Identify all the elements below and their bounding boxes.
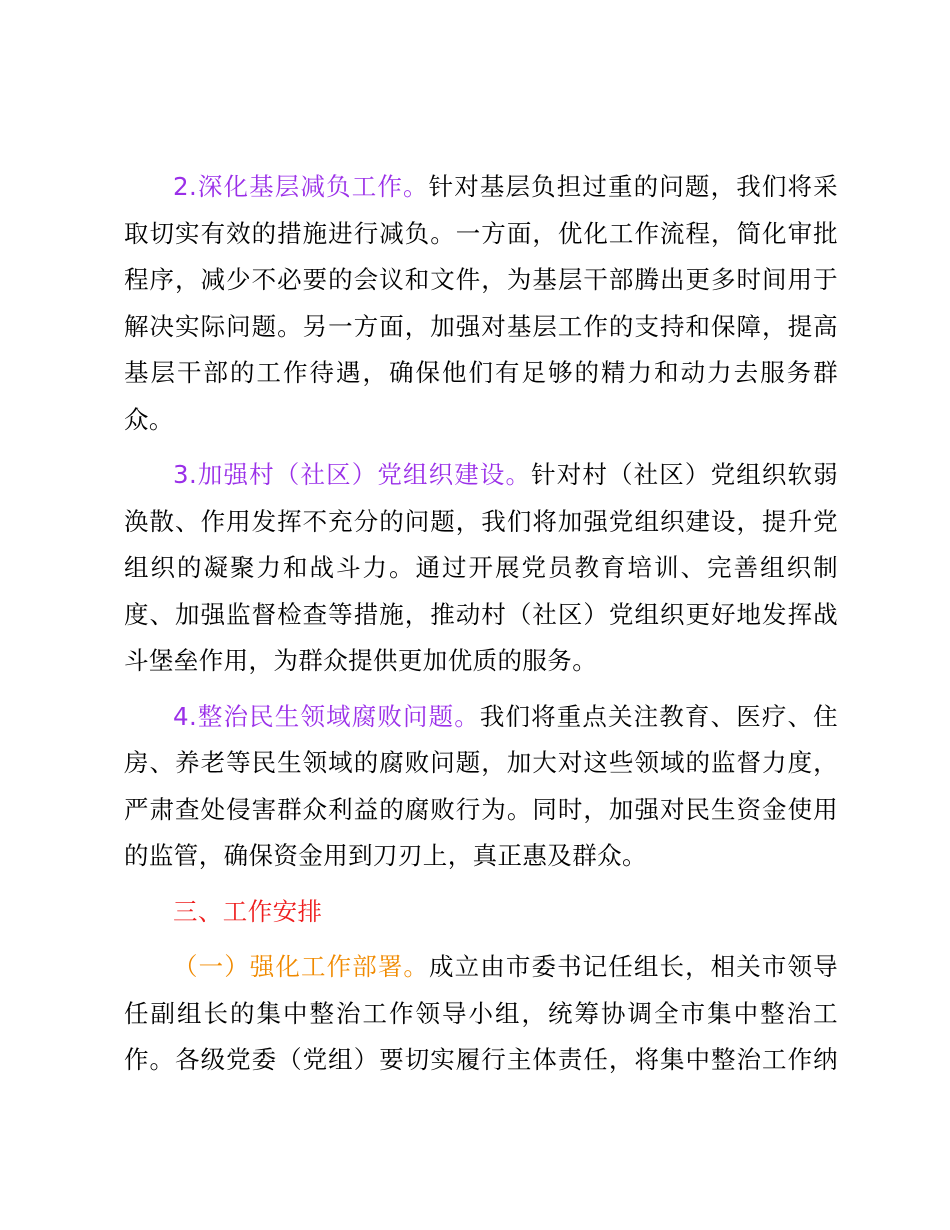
paragraph-line: 涣散、作用发挥不充分的问题，我们将加强党组织建设，提升党 — [124, 506, 838, 536]
paragraph-line — [124, 164, 838, 211]
paragraph-lead: （一）强化工作部署。 — [173, 952, 430, 981]
paragraph-line: 的监管，确保资金用到刀刃上，真正惠及群众。 — [124, 841, 647, 870]
paragraph-text: 我们将重点关注教育、医疗、住 — [479, 701, 838, 731]
paragraph-line: 作。各级党委（党组）要切实履行主体责任，将集中整治工作纳 — [124, 1045, 838, 1074]
paragraph-line — [124, 452, 838, 499]
paragraph-line: 众。 — [124, 404, 174, 434]
section-heading-text: 三、工作安排 — [173, 896, 323, 926]
paragraph-lead: 4.整治民生领域腐败问题。 — [173, 701, 480, 731]
paragraph-line: 程序，减少不必要的会议和文件，为基层干部腾出更多时间用于 — [124, 265, 838, 294]
paragraph-party-organization — [124, 452, 838, 685]
paragraph-line: 度、加强监督检查等措施，推动村（社区）党组织更好地发挥战 — [124, 599, 838, 629]
paragraph-text: 成立由市委书记任组长，相关市领导 — [429, 952, 839, 981]
paragraph-text: 针对基层负担过重的问题，我们将采 — [428, 172, 838, 201]
paragraph-lead: 2.深化基层减负工作。 — [173, 172, 429, 201]
document-page — [124, 164, 838, 1084]
paragraph-line: 取切实有效的措施进行减负。一方面，优化工作流程，简化审批 — [124, 218, 838, 248]
paragraph-line — [124, 694, 838, 741]
paragraph-line — [124, 944, 838, 991]
paragraph-text: 针对村（社区）党组织软弱 — [531, 460, 838, 489]
paragraph-reduce-burden — [124, 164, 838, 443]
paragraph-line: 基层干部的工作待遇，确保他们有足够的精力和动力去服务群 — [124, 358, 838, 387]
paragraph-livelihood-corruption — [124, 694, 838, 880]
section-heading — [124, 889, 838, 936]
paragraph-line: 解决实际问题。另一方面，加强对基层工作的支持和保障，提高 — [124, 311, 838, 341]
paragraph-line: 房、养老等民生领域的腐败问题，加大对这些领域的监督力度， — [124, 748, 838, 777]
paragraph-lead: 3.加强村（社区）党组织建设。 — [173, 460, 532, 489]
paragraph-line: 斗堡垒作用，为群众提供更加优质的服务。 — [124, 646, 598, 675]
paragraph-line: 任副组长的集中整治工作领导小组，统筹协调全市集中整治工 — [124, 998, 838, 1028]
paragraph-line: 严肃查处侵害群众利益的腐败行为。同时，加强对民生资金使用 — [124, 794, 838, 824]
paragraph-line: 组织的凝聚力和战斗力。通过开展党员教育培训、完善组织制 — [124, 553, 838, 582]
paragraph-work-deployment — [124, 944, 838, 1084]
